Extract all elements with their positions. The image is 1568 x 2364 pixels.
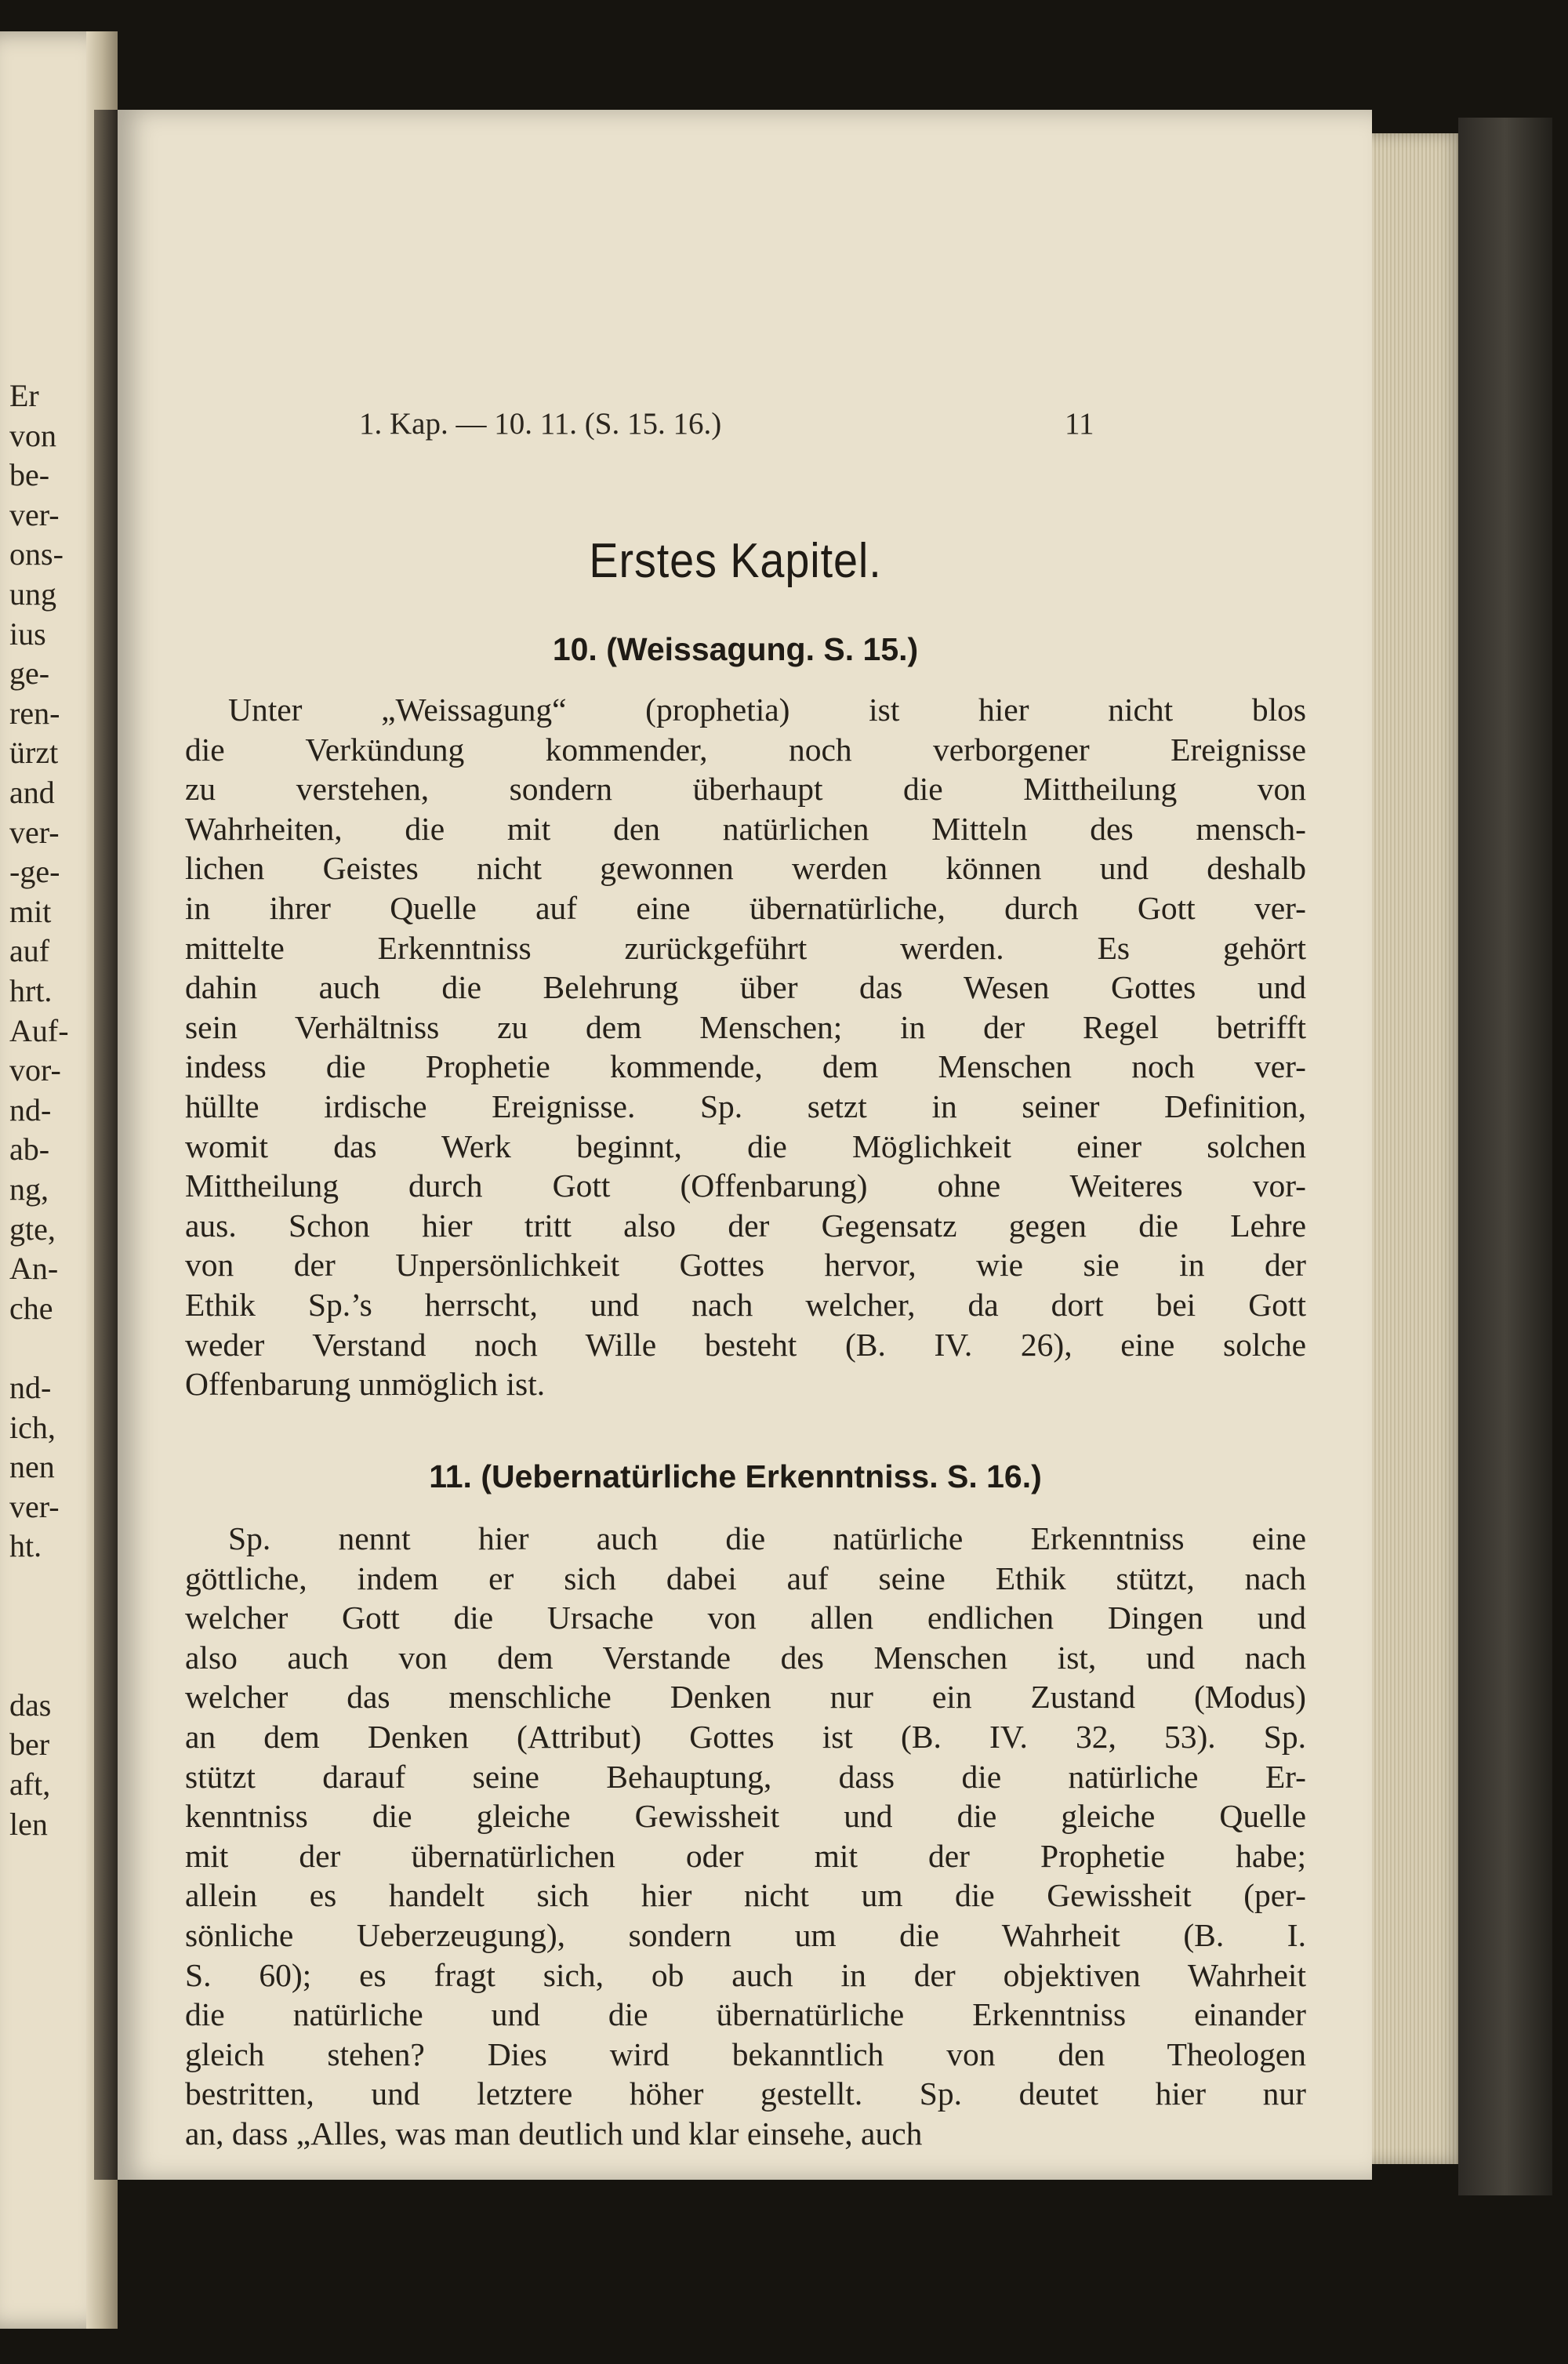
text-line: S. 60); es fragt sich, ob auch in der objektiven Wahrheit xyxy=(185,1956,1306,1993)
text-line: in ihrer Quelle auf eine übernatürliche, durch Gott ver- xyxy=(185,889,1306,926)
text-line: gleich stehen? Dies wird bekanntlich von den Theologen xyxy=(185,2035,1306,2072)
text-line: die natürliche und die übernatürliche Erkenntniss einander xyxy=(185,1996,1306,2033)
text-line: sönliche Ueberzeugung), sondern um die Wahrheit (B. I. xyxy=(185,1916,1306,1953)
text-line: Ethik Sp.’s herrscht, und nach welcher, da dort bei Gott xyxy=(185,1286,1306,1323)
previous-page-fragment: ich, xyxy=(9,1409,56,1445)
previous-page-fragment: aft, xyxy=(9,1767,51,1802)
section-heading-10: 10. (Weissagung. S. 15.) xyxy=(552,631,919,667)
section-10-text xyxy=(185,690,1306,1404)
text-line: kenntniss die gleiche Gewissheit und die gleiche Quelle xyxy=(185,1798,1306,1835)
previous-page-fragment: Auf- xyxy=(9,1012,69,1048)
text-line: die Verkündung kommender, noch verborgener Ereignisse xyxy=(185,731,1306,768)
previous-page-fragment: Er xyxy=(9,378,39,413)
text-line: womit das Werk beginnt, die Möglichkeit einer solchen xyxy=(185,1128,1306,1164)
previous-page-fragment: ius xyxy=(9,616,46,652)
page-number: 11 xyxy=(1065,407,1094,441)
page-block-edge xyxy=(1360,133,1462,2164)
previous-page-fragment: and xyxy=(9,775,55,810)
previous-page-fragment: be- xyxy=(9,457,50,493)
previous-page-fragment: hrt. xyxy=(9,973,53,1008)
text-line: Mittheilung durch Gott (Offenbarung) ohne Weiteres vor- xyxy=(185,1167,1306,1204)
previous-page-fragment: nd- xyxy=(9,1091,52,1128)
text-line: dahin auch die Belehrung über das Wesen Gottes und xyxy=(185,969,1306,1006)
text-line: aus. Schon hier tritt also der Gegensatz gegen die Lehre xyxy=(185,1207,1306,1244)
text-line: Wahrheiten, die mit den natürlichen Mitteln des mensch- xyxy=(185,810,1306,847)
running-head: 1. Kap. — 10. 11. (S. 15. 16.) xyxy=(359,407,722,441)
previous-page-fragment: gte, xyxy=(9,1211,56,1247)
text-line: bestritten, und letztere höher gestellt. Sp. deutet hier nur xyxy=(185,2075,1306,2112)
previous-page-fragment: che xyxy=(9,1290,53,1326)
previous-page-fragment: ng, xyxy=(9,1171,49,1207)
previous-page-fragment: ber xyxy=(9,1727,50,1763)
previous-page-fragment: mit xyxy=(9,893,52,929)
previous-page-fragment: ons- xyxy=(9,536,64,572)
text-line: an dem Denken (Attribut) Gottes ist (B. IV. 32, 53). Sp. xyxy=(185,1718,1306,1755)
text-line: Offenbarung unmöglich ist. xyxy=(185,1366,546,1403)
previous-page-fragment: auf xyxy=(9,933,50,969)
previous-page-fragment: len xyxy=(9,1806,48,1842)
previous-page-fragment: An- xyxy=(9,1251,59,1287)
previous-page-fragment: von xyxy=(9,417,56,453)
text-line: göttliche, indem er sich dabei auf seine Ethik stützt, nach xyxy=(185,1560,1306,1596)
previous-page-fragment: ge- xyxy=(9,655,50,692)
text-line: von der Unpersönlichkeit Gottes hervor, wie sie in der xyxy=(185,1247,1306,1284)
previous-page-fragment: ung xyxy=(9,576,56,612)
previous-page-fragment: nen xyxy=(9,1449,55,1485)
previous-page-fragment: das xyxy=(9,1687,52,1723)
text-line: indess die Prophetie kommende, dem Menschen noch ver- xyxy=(185,1048,1306,1085)
previous-page-fragment: vor- xyxy=(9,1052,61,1088)
text-line: allein es handelt sich hier nicht um die Gewissheit (per- xyxy=(185,1877,1306,1914)
previous-page-fragment: nd- xyxy=(9,1370,52,1405)
previous-page-fragment: ver- xyxy=(9,496,60,532)
chapter-title: Erstes Kapitel. xyxy=(589,534,882,588)
previous-page-fragment: -ge- xyxy=(9,854,60,890)
text-line: zu verstehen, sondern überhaupt die Mittheilung von xyxy=(185,771,1306,808)
text-line: an, dass „Alles, was man deutlich und klar einsehe, auch xyxy=(185,2115,923,2152)
previous-page-fragment: ürzt xyxy=(9,735,59,771)
text-line: Sp. nennt hier auch die natürliche Erkenntniss eine xyxy=(228,1520,1306,1556)
text-line: hüllte irdische Ereignisse. Sp. setzt in seiner Definition, xyxy=(185,1088,1306,1124)
text-line: mit der übernatürlichen oder mit der Prophetie habe; xyxy=(185,1837,1306,1874)
previous-page-fragment: ren- xyxy=(9,695,60,731)
previous-page-fragment: ht. xyxy=(9,1528,42,1564)
section-11-text xyxy=(185,1519,1306,2154)
text-line: lichen Geistes nicht gewonnen werden können und deshalb xyxy=(185,850,1306,887)
text-line: mittelte Erkenntniss zurückgeführt werden. Es gehört xyxy=(185,929,1306,966)
previous-page-fragment: ver- xyxy=(9,1488,60,1524)
text-line: welcher Gott die Ursache von allen endlichen Dingen und xyxy=(185,1600,1306,1636)
text-line: sein Verhältniss zu dem Menschen; in der Regel betrifft xyxy=(185,1008,1306,1045)
book-cover-edge xyxy=(1458,118,1552,2195)
section-heading-11: 11. (Uebernatürliche Erkenntniss. S. 16.) xyxy=(429,1458,1042,1494)
text-line: welcher das menschliche Denken nur ein Zustand (Modus) xyxy=(185,1679,1306,1716)
text-line: Unter „Weissagung“ (prophetia) ist hier nicht blos xyxy=(228,692,1306,728)
previous-page-fragment: ver- xyxy=(9,814,60,850)
text-line: also auch von dem Verstande des Menschen ist, und nach xyxy=(185,1639,1306,1676)
previous-page-fragment: ab- xyxy=(9,1131,50,1167)
text-line: stützt darauf seine Behauptung, dass die natürliche Er- xyxy=(185,1758,1306,1795)
page xyxy=(118,110,1372,2180)
text-line: weder Verstand noch Wille besteht (B. IV. 26), eine solche xyxy=(185,1326,1306,1363)
